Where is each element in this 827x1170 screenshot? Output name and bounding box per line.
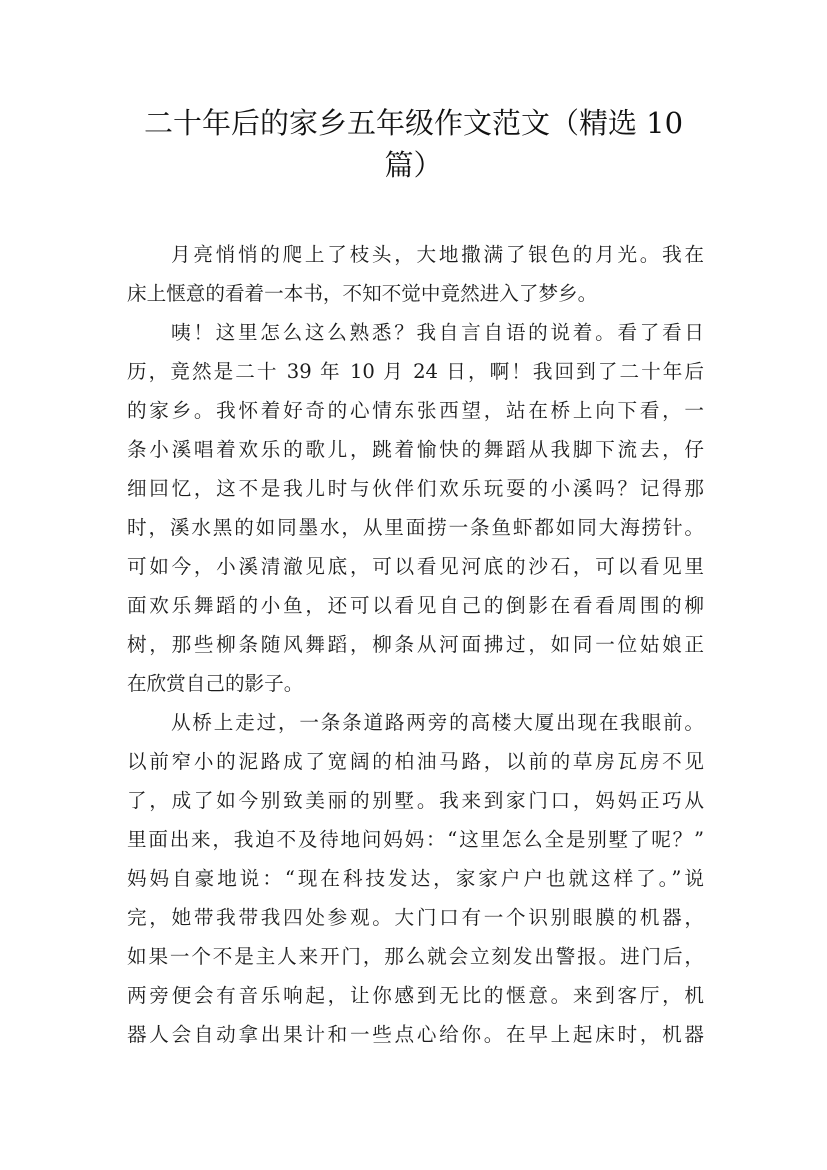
paragraph-line: 两旁便会有音乐响起，让你感到无比的惬意。来到客厅，机 [127, 984, 704, 1007]
paragraph-line: 里面出来，我迫不及待地问妈妈：“这里怎么全是别墅了呢？” [127, 828, 704, 851]
document-title: 二十年后的家乡五年级作文范文（精选 10 [143, 106, 684, 140]
paragraph-line: 床上惬意的看着一本书，不知不觉中竟然进入了梦乡。 [127, 282, 598, 305]
paragraph-line: 了，成了如今别致美丽的别墅。我来到家门口，妈妈正巧从 [127, 789, 704, 812]
paragraph-line: 月亮悄悄的爬上了枝头，大地撒满了银色的月光。我在 [171, 243, 704, 266]
paragraph-line: 历，竟然是二十 39 年 10 月 24 日，啊！我回到了二十年后 [127, 360, 704, 383]
paragraph-line: 如果一个不是主人来开门，那么就会立刻发出警报。进门后， [127, 945, 704, 968]
paragraph-line: 以前窄小的泥路成了宽阔的柏油马路，以前的草房瓦房不见 [127, 750, 704, 773]
paragraph-line: 可如今，小溪清澈见底，可以看见河底的沙石，可以看见里 [127, 555, 704, 578]
paragraph-line: 时，溪水黑的如同墨水，从里面捞一条鱼虾都如同大海捞针。 [127, 516, 704, 539]
paragraph-line: 咦！这里怎么这么熟悉？我自言自语的说着。看了看日 [171, 321, 704, 344]
paragraph-line: 完，她带我带我四处参观。大门口有一个识别眼膜的机器， [127, 906, 704, 929]
paragraph-line: 器人会自动拿出果计和一些点心给你。在早上起床时，机器 [127, 1023, 704, 1046]
paragraph-line: 的家乡。我怀着好奇的心情东张西望，站在桥上向下看，一 [127, 399, 704, 422]
paragraph-line: 细回忆，这不是我儿时与伙伴们欢乐玩耍的小溪吗？记得那 [127, 477, 704, 500]
paragraph-line: 妈妈自豪地说：“现在科技发达，家家户户也就这样了。”说 [127, 867, 704, 890]
paragraph-line: 树，那些柳条随风舞蹈，柳条从河面拂过，如同一位姑娘正 [127, 633, 704, 656]
paragraph-line: 在欣赏自己的影子。 [127, 672, 304, 695]
paragraph-line: 条小溪唱着欢乐的歌儿，跳着愉快的舞蹈从我脚下流去，仔 [127, 438, 704, 461]
paragraph-line: 从桥上走过，一条条道路两旁的高楼大厦出现在我眼前。 [171, 711, 704, 734]
paragraph-line: 面欢乐舞蹈的小鱼，还可以看见自己的倒影在看看周围的柳 [127, 594, 704, 617]
document-title-continued: 篇） [384, 148, 443, 182]
